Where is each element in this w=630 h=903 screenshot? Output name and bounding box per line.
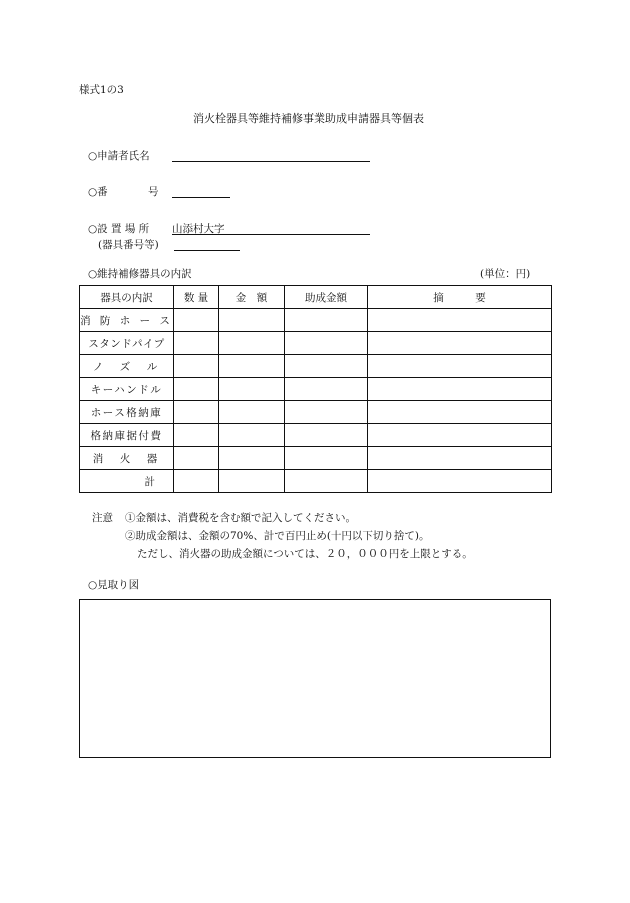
subsidy-cell[interactable] [285,332,368,355]
remarks-cell[interactable] [368,332,552,355]
subsidy-cell[interactable] [285,401,368,424]
header-remarks: 摘 要 [368,286,552,309]
number-field[interactable] [172,197,230,198]
location-field[interactable] [172,234,370,235]
note-line-2: ②助成金額は、金額の70%、計で百円止め(十円以下切り捨て)。 [125,530,430,542]
row-label: ホース格納庫 [80,401,174,424]
table-row [80,401,552,424]
quantity-cell[interactable] [174,355,219,378]
amount-cell[interactable] [219,447,285,470]
quantity-cell[interactable] [174,332,219,355]
total-remarks-cell[interactable] [368,470,552,493]
amount-cell[interactable] [219,401,285,424]
unit-label: (単位：円) [480,268,531,280]
header-item: 器具の内訳 [80,286,174,309]
row-label: キーハンドル [80,378,174,401]
row-label: 消 火 器 [80,447,174,470]
table-row [80,447,552,470]
table-row [80,355,552,378]
number-label: ○番 [88,186,108,198]
applicant-label: ○申請者氏名 [88,150,150,162]
table-row [80,378,552,401]
subsidy-cell[interactable] [285,355,368,378]
equipment-table [79,285,552,493]
quantity-cell[interactable] [174,309,219,332]
row-label: スタンドパイプ [80,332,174,355]
page-title: 消火栓器具等維持補修事業助成申請器具等個表 [193,112,424,125]
subsidy-cell[interactable] [285,378,368,401]
remarks-cell[interactable] [368,309,552,332]
number-label-suffix: 号 [148,186,159,198]
subsidy-cell[interactable] [285,447,368,470]
sketch-label: ○見取り図 [88,579,140,591]
quantity-cell[interactable] [174,401,219,424]
subsidy-cell[interactable] [285,424,368,447]
amount-cell[interactable] [219,309,285,332]
quantity-cell[interactable] [174,447,219,470]
amount-cell[interactable] [219,355,285,378]
total-subsidy-cell[interactable] [285,470,368,493]
table-row [80,424,552,447]
equipment-number-label: (器具番号等) [98,239,159,251]
notes-label: 注意 [92,512,113,524]
quantity-cell[interactable] [174,424,219,447]
sketch-area[interactable] [79,599,551,758]
table-row [80,309,552,332]
remarks-cell[interactable] [368,378,552,401]
quantity-cell[interactable] [174,378,219,401]
row-label: 格納庫据付費 [80,424,174,447]
amount-cell[interactable] [219,424,285,447]
table-header-row [80,286,552,309]
amount-cell[interactable] [219,332,285,355]
location-value: 山添村大字 [172,223,225,235]
total-amount-cell[interactable] [219,470,285,493]
remarks-cell[interactable] [368,424,552,447]
applicant-name-field[interactable] [172,161,370,162]
table-row [80,332,552,355]
remarks-cell[interactable] [368,401,552,424]
location-label: ○設 置 場 所 [88,223,150,235]
total-row [80,470,552,493]
amount-cell[interactable] [219,378,285,401]
note-line-1: ①金額は、消費税を含む額で記入してください。 [125,512,356,524]
form-number: 様式1の3 [79,84,124,96]
row-label: ノ ズ ル [80,355,174,378]
header-amount: 金 額 [219,286,285,309]
section-label: ○維持補修器具の内訳 [88,268,192,280]
total-quantity-cell[interactable] [174,470,219,493]
total-label: 計 [80,470,174,493]
subsidy-cell[interactable] [285,309,368,332]
equipment-number-field[interactable] [174,250,240,251]
header-subsidy: 助成金額 [285,286,368,309]
remarks-cell[interactable] [368,447,552,470]
remarks-cell[interactable] [368,355,552,378]
header-quantity: 数 量 [174,286,219,309]
row-label: 消 防 ホ ー ス [80,309,174,332]
note-line-3: ただし、消火器の助成金額については、２０，０００円を上限とする。 [137,548,473,560]
